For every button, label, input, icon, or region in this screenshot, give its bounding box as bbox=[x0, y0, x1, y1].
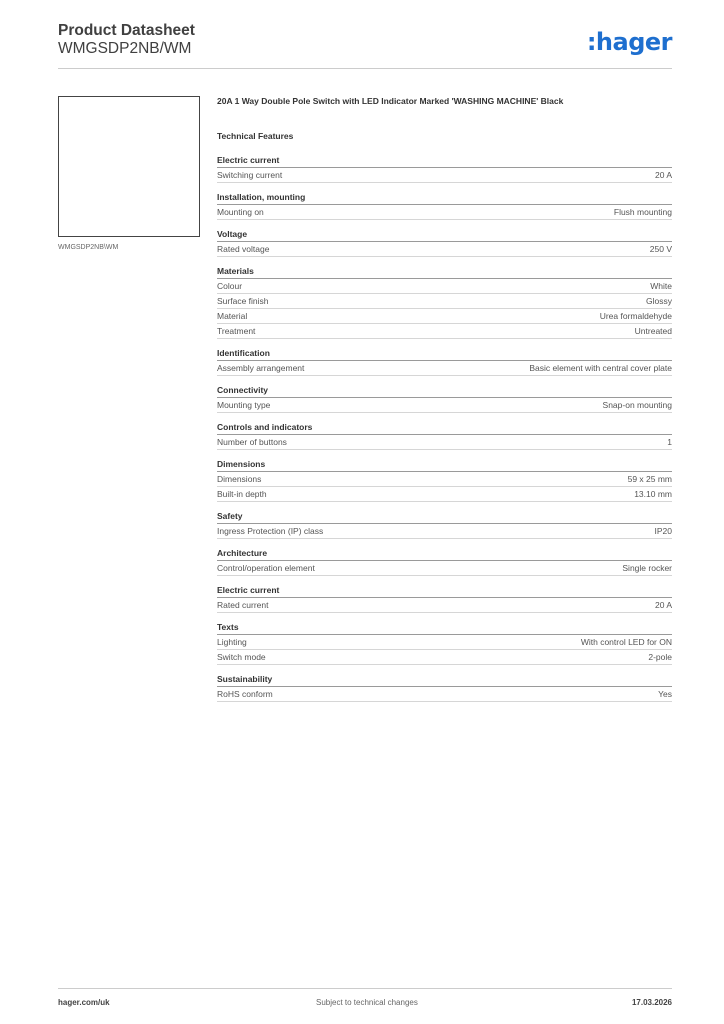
spec-value: Flush mounting bbox=[613, 207, 672, 217]
product-image-caption: WMGSDP2NB\WM bbox=[58, 244, 119, 251]
spec-value: 20 A bbox=[654, 600, 672, 610]
spec-row bbox=[217, 309, 672, 324]
spec-value: 13.10 mm bbox=[634, 489, 672, 499]
spec-label: Surface finish bbox=[217, 296, 269, 306]
spec-value: IP20 bbox=[654, 526, 672, 536]
footer-divider bbox=[58, 988, 672, 989]
section-title: Texts bbox=[217, 622, 672, 635]
section-title: Controls and indicators bbox=[217, 422, 672, 435]
spec-value: 250 V bbox=[649, 244, 672, 254]
section-title: Dimensions bbox=[217, 459, 672, 472]
section-title: Materials bbox=[217, 266, 672, 279]
spec-section bbox=[217, 459, 672, 502]
spec-label: Treatment bbox=[217, 326, 256, 336]
spec-value: Urea formaldehyde bbox=[599, 311, 672, 321]
footer-date: 17.03.2026 bbox=[631, 998, 672, 1007]
spec-section bbox=[217, 548, 672, 576]
section-title: Installation, mounting bbox=[217, 192, 672, 205]
spec-content bbox=[217, 95, 672, 711]
spec-value: Basic element with central cover plate bbox=[529, 363, 672, 373]
spec-label: Switch mode bbox=[217, 652, 266, 662]
spec-label: RoHS conform bbox=[217, 689, 273, 699]
spec-row bbox=[217, 361, 672, 376]
section-title: Voltage bbox=[217, 229, 672, 242]
product-code: WMGSDP2NB/WM bbox=[58, 40, 192, 57]
spec-section bbox=[217, 266, 672, 339]
spec-row bbox=[217, 687, 672, 702]
spec-value: 1 bbox=[667, 437, 672, 447]
technical-features-heading: Technical Features bbox=[217, 131, 294, 141]
spec-row bbox=[217, 598, 672, 613]
section-title: Identification bbox=[217, 348, 672, 361]
spec-section bbox=[217, 674, 672, 702]
spec-value: Single rocker bbox=[622, 563, 672, 573]
spec-row bbox=[217, 168, 672, 183]
spec-section bbox=[217, 385, 672, 413]
spec-row bbox=[217, 472, 672, 487]
spec-label: Lighting bbox=[217, 637, 247, 647]
spec-label: Built-in depth bbox=[217, 489, 267, 499]
section-title: Electric current bbox=[217, 585, 672, 598]
spec-row bbox=[217, 279, 672, 294]
hager-logo: :hager bbox=[586, 28, 672, 56]
spec-label: Assembly arrangement bbox=[217, 363, 305, 373]
product-image-placeholder bbox=[58, 96, 200, 237]
section-title: Connectivity bbox=[217, 385, 672, 398]
footer-notice: Subject to technical changes bbox=[316, 998, 418, 1007]
section-title: Electric current bbox=[217, 155, 672, 168]
spec-row bbox=[217, 294, 672, 309]
spec-value: With control LED for ON bbox=[580, 637, 672, 647]
spec-label: Ingress Protection (IP) class bbox=[217, 526, 324, 536]
header-divider bbox=[58, 68, 672, 69]
page-title: Product Datasheet bbox=[58, 22, 195, 39]
spec-section bbox=[217, 155, 672, 183]
spec-row bbox=[217, 524, 672, 539]
spec-value: Snap-on mounting bbox=[602, 400, 672, 410]
spec-row bbox=[217, 561, 672, 576]
section-title: Architecture bbox=[217, 548, 672, 561]
spec-section bbox=[217, 422, 672, 450]
spec-label: Dimensions bbox=[217, 474, 262, 484]
spec-row bbox=[217, 435, 672, 450]
spec-section bbox=[217, 585, 672, 613]
spec-label: Mounting type bbox=[217, 400, 271, 410]
spec-label: Rated voltage bbox=[217, 244, 270, 254]
spec-label: Control/operation element bbox=[217, 563, 315, 573]
spec-label: Number of buttons bbox=[217, 437, 287, 447]
spec-row bbox=[217, 487, 672, 502]
spec-row bbox=[217, 635, 672, 650]
spec-section bbox=[217, 511, 672, 539]
spec-label: Mounting on bbox=[217, 207, 264, 217]
spec-row bbox=[217, 205, 672, 220]
spec-value: White bbox=[650, 281, 672, 291]
spec-row bbox=[217, 242, 672, 257]
spec-row bbox=[217, 324, 672, 339]
spec-value: 59 x 25 mm bbox=[627, 474, 672, 484]
spec-value: Glossy bbox=[646, 296, 672, 306]
spec-row bbox=[217, 650, 672, 665]
spec-label: Rated current bbox=[217, 600, 269, 610]
spec-row bbox=[217, 398, 672, 413]
spec-label: Material bbox=[217, 311, 248, 321]
footer-website-link[interactable]: hager.com/uk bbox=[58, 998, 110, 1007]
spec-sections bbox=[217, 155, 672, 702]
section-title: Sustainability bbox=[217, 674, 672, 687]
spec-section bbox=[217, 622, 672, 665]
spec-section bbox=[217, 229, 672, 257]
spec-value: Untreated bbox=[634, 326, 672, 336]
spec-label: Switching current bbox=[217, 170, 283, 180]
spec-value: Yes bbox=[658, 689, 672, 699]
spec-label: Colour bbox=[217, 281, 243, 291]
section-title: Safety bbox=[217, 511, 672, 524]
spec-section bbox=[217, 348, 672, 376]
spec-value: 2-pole bbox=[648, 652, 672, 662]
spec-section bbox=[217, 192, 672, 220]
product-description: 20A 1 Way Double Pole Switch with LED Indicator Marked 'WASHING MACHINE' Black bbox=[217, 96, 564, 106]
spec-value: 20 A bbox=[654, 170, 672, 180]
